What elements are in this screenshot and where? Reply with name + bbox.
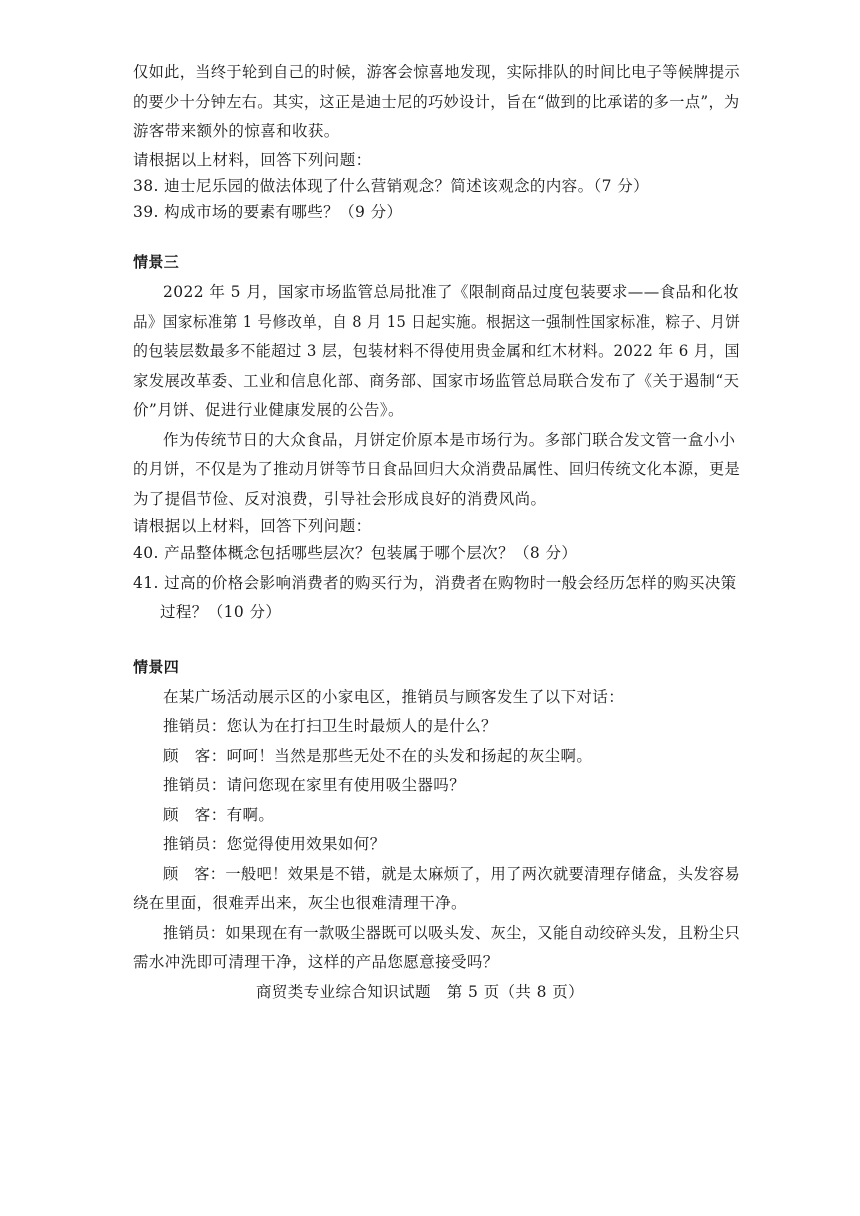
paragraph-line: 为了提倡节俭、反对浪费，引导社会形成良好的消费风尚。 bbox=[133, 490, 547, 508]
dialogue-line: 需水冲洗即可清理干净，这样的产品您愿意接受吗？ bbox=[133, 953, 499, 971]
paragraph-line: 仅如此，当终于轮到自己的时候，游客会惊喜地发现，实际排队的时间比电子等候牌提示 bbox=[133, 63, 741, 81]
dialogue-line: 顾 客：有啊。 bbox=[163, 806, 275, 824]
dialogue-line: 顾 客：呵呵！当然是那些无处不在的头发和扬起的灰尘啊。 bbox=[163, 747, 593, 765]
paragraph-line: 价”月饼、促进行业健康发展的公告》。 bbox=[133, 401, 404, 419]
dialogue-line: 顾 客：一般吧！效果是不错，就是太麻烦了，用了两次就要清理存储盒，头发容易 bbox=[163, 865, 741, 883]
paragraph-line: 品》国家标准第 1 号修改单，自 8 月 15 日起实施。根据这一强制性国家标准，粽子、月饼 bbox=[133, 313, 741, 331]
answer-prompt: 请根据以上材料，回答下列问题： bbox=[133, 517, 372, 535]
question-39: 39. 构成市场的要素有哪些？（9 分） bbox=[133, 203, 403, 221]
dialogue-line: 绕在里面，很难弄出来，灰尘也很难清理干净。 bbox=[133, 894, 467, 912]
dialogue-line: 推销员：您认为在打扫卫生时最烦人的是什么？ bbox=[163, 717, 497, 735]
page-footer: 商贸类专业综合知识试题 第 5 页（共 8 页） bbox=[256, 983, 585, 1001]
question-38: 38. 迪士尼乐园的做法体现了什么营销观念？简述该观念的内容。（7 分） bbox=[133, 177, 650, 195]
question-40: 40. 产品整体概念包括哪些层次？包装属于哪个层次？（8 分） bbox=[133, 544, 578, 562]
paragraph-line: 的要少十分钟左右。其实，这正是迪士尼的巧妙设计，旨在“做到的比承诺的多一点”，为 bbox=[133, 93, 740, 111]
question-41: 41. 过高的价格会影响消费者的购买行为，消费者在购物时一般会经历怎样的购买决策 bbox=[133, 574, 737, 592]
paragraph-line: 的月饼，不仅是为了推动月饼等节日食品回归大众消费品属性、回归传统文化本源，更是 bbox=[133, 460, 741, 478]
paragraph-line: 作为传统节日的大众食品，月饼定价原本是市场行为。多部门联合发文管一盒小小 bbox=[163, 431, 736, 449]
paragraph-line: 的包装层数最多不能超过 3 层，包装材料不得使用贵金属和红木材料。2022 年 6 月，国 bbox=[133, 342, 740, 360]
paragraph-line: 2022 年 5 月，国家市场监管总局批准了《限制商品过度包装要求——食品和化妆 bbox=[163, 283, 740, 301]
dialogue-line: 推销员：如果现在有一款吸尘器既可以吸头发、灰尘，又能自动绞碎头发，且粉尘只 bbox=[163, 924, 741, 942]
dialogue-line: 推销员：您觉得使用效果如何？ bbox=[163, 835, 386, 853]
paragraph-line: 游客带来额外的惊喜和收获。 bbox=[133, 122, 340, 140]
answer-prompt: 请根据以上材料，回答下列问题： bbox=[133, 151, 372, 169]
paragraph-line: 家发展改革委、工业和信息化部、商务部、国家市场监管总局联合发布了《关于遏制“天 bbox=[133, 372, 740, 390]
question-41-continued: 过程？（10 分） bbox=[160, 603, 282, 621]
scenario-3-heading: 情景三 bbox=[133, 253, 180, 271]
dialogue-intro: 在某广场活动展示区的小家电区，推销员与顾客发生了以下对话： bbox=[163, 688, 625, 706]
scenario-4-heading: 情景四 bbox=[133, 658, 180, 676]
dialogue-line: 推销员：请问您现在家里有使用吸尘器吗？ bbox=[163, 776, 466, 794]
